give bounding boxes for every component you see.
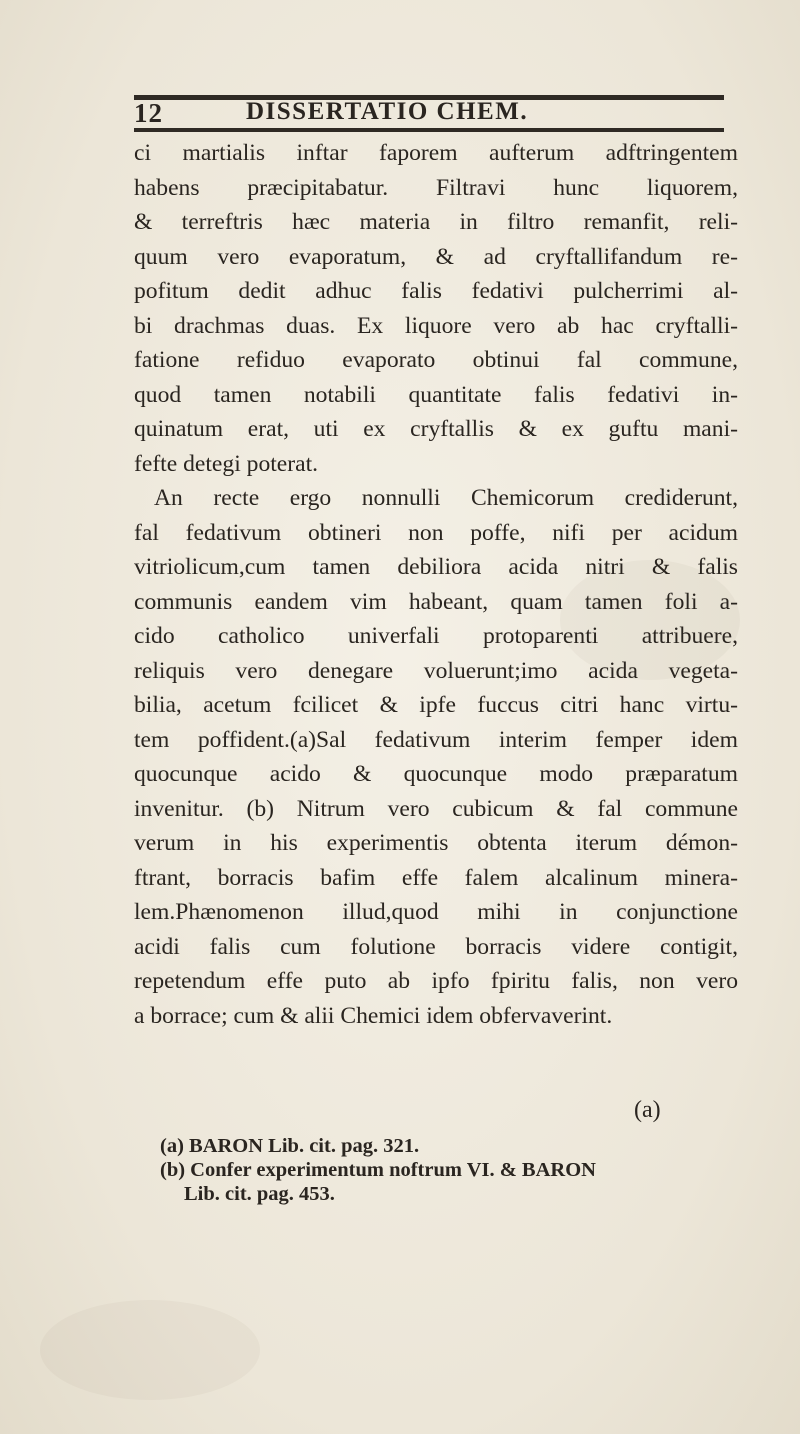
paper-stain [40,1300,260,1400]
text-line: quod tamen notabili quantitate falis fedativi in- [134,381,738,408]
text-line: invenitur. (b) Nitrum vero cubicum & fal commune [134,795,738,822]
text-line: pofitum dedit adhuc falis fedativi pulcherrimi al- [134,278,738,304]
footnote-a: (a) BARON Lib. cit. pag. 321. [160,1135,420,1157]
text-line: a borrace; cum & alii Chemici idem obfervaverint. [134,1002,613,1029]
text-line: fal fedativum obtineri non poffe, nifi per acidum [134,519,738,546]
text-line: habens præcipitabatur. Filtravi hunc liquorem, [134,174,738,201]
text-line: quocunque acido & quocunque modo præparatum [134,761,738,787]
text-line: repetendum effe puto ab ipfo fpiritu falis, non vero [134,968,738,994]
text-line: communis eandem vim habeant, quam tamen foli a- [134,588,738,615]
page-number: 12 [134,98,163,128]
text-line: fefte detegi poterat. [134,450,319,477]
text-line: An recte ergo nonnulli Chemicorum crediderunt, [154,485,738,511]
catchword: (a) [634,1097,661,1123]
text-line: vitriolicum,cum tamen debiliora acida nitri & falis [134,554,738,580]
text-line: cido catholico univerfali protoparenti attribuere, [134,623,738,649]
text-line: fatione refiduo evaporato obtinui fal commune, [134,347,738,373]
text-line: & terreftris hæc materia in filtro remanfit, reli- [134,209,738,235]
header-rule-bottom [134,128,724,132]
text-line: reliquis vero denegare voluerunt;imo acida vegeta- [134,657,738,684]
text-line: ci martialis inftar faporem aufterum adftringentem [134,140,738,166]
text-line: acidi falis cum folutione borracis videre contigit, [134,933,738,960]
text-line: quinatum erat, uti ex cryftallis & ex guftu mani- [134,416,738,442]
body-text [134,136,738,1033]
footnote-b: (b) Confer experimentum noftrum VI. & BARON [160,1159,596,1181]
footnotes [160,1134,740,1206]
footnote-b-continued: Lib. cit. pag. 453. [184,1183,335,1205]
text-line: quum vero evaporatum, & ad cryftallifandum re- [134,243,738,270]
text-line: tem poffident.(a)Sal fedativum interim femper idem [134,726,738,753]
text-line: lem.Phænomenon illud,quod mihi in conjunctione [134,899,738,925]
text-line: ftrant, borracis bafim effe falem alcalinum minera- [134,864,738,891]
running-head: DISSERTATIO CHEM. [246,98,529,125]
text-line: bilia, acetum fcilicet & ipfe fuccus citri hanc virtu- [134,692,738,718]
text-line: verum in his experimentis obtenta iterum démon- [134,830,738,856]
text-line: bi drachmas duas. Ex liquore vero ab hac cryftalli- [134,312,738,339]
